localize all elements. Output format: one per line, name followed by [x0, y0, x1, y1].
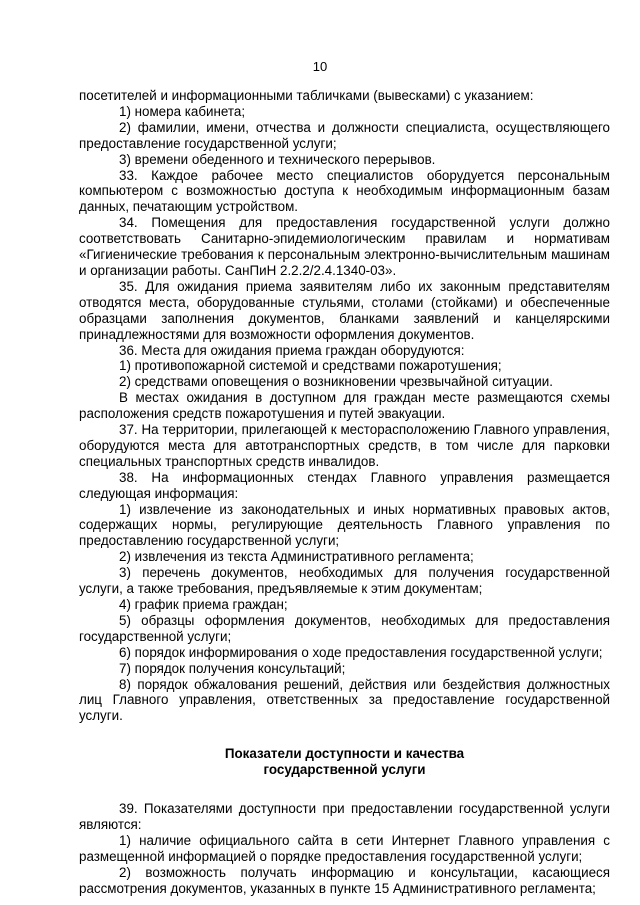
page-number: 10	[312, 59, 328, 74]
paragraph: 3) времени обеденного и технического перерывов.	[119, 151, 436, 167]
paragraphs-after-heading	[79, 801, 610, 896]
paragraph: 1) номера кабинета;	[119, 103, 246, 119]
section-heading-line-1: Показатели доступности и качества	[224, 746, 465, 762]
paragraph: 7) порядок получения консультаций;	[119, 660, 346, 676]
paragraph: 35. Для ожидания приема заявителям либо их законным представителям отводятся места, оборудованные стульями, столами (стойками) и обеспеченные образцами заполнения документов, бланками заявлений и канцелярскими принадлежностями для возможности оформления документов.	[79, 278, 610, 342]
document-body	[79, 88, 610, 897]
paragraph: 34. Помещения для предоставления государственной услуги должно соответствовать Санитарно-эпидемиологическим правилам и нормативам «Гигиенические требования к персональным электронно-вычислительным машинам и организации работы. СанПиН 2.2.2/2.4.1340-03».	[79, 215, 610, 278]
paragraph: 8) порядок обжалования решений, действия или бездействия должностных лиц Главного управления, ответственных за предоставление государственной услуги.	[79, 676, 610, 724]
paragraph: посетителей и информационными табличками (вывесками) с указанием:	[79, 88, 534, 103]
section-heading	[79, 746, 610, 778]
paragraph: В местах ожидания в доступном для граждан месте размещаются схемы расположения средств пожаротушения и путей эвакуации.	[79, 390, 610, 422]
paragraph: 2) извлечения из текста Административного регламента;	[119, 549, 474, 565]
section-heading-line-2: государственной услуги	[263, 762, 426, 778]
paragraph: 2) средствами оповещения о возникновении чрезвычайной ситуации.	[119, 374, 553, 390]
paragraph: 1) наличие официального сайта в сети Интернет Главного управления с размещенной информацией о порядке предоставления государственной услуги;	[79, 833, 610, 864]
paragraph: 38. На информационных стендах Главного управления размещается следующая информация:	[79, 469, 610, 501]
paragraph: 1) противопожарной системой и средствами пожаротушения;	[119, 358, 502, 374]
paragraph: 2) возможность получать информацию и консультации, касающиеся рассмотрения документов, указанных в пункте 15 Административного регламента;	[79, 864, 610, 896]
paragraph: 39. Показателями доступности при предоставлении государственной услуги являются:	[79, 801, 610, 833]
paragraph: 1) извлечение из законодательных и иных нормативных правовых актов, содержащих нормы, регулирующие деятельность Главного управления по предоставлению государственной услуги;	[79, 501, 610, 549]
paragraph: 4) график приема граждан;	[119, 597, 288, 612]
paragraph: 33. Каждое рабочее место специалистов оборудуется персональным компьютером с возможностью доступа к необходимым информационным базам данных, печатающим устройством.	[79, 167, 610, 215]
paragraph: 37. На территории, прилегающей к месторасположению Главного управления, оборудуются места для автотранспортных средств, в том числе для парковки специальных транспортных средств инвалидов.	[79, 422, 610, 469]
paragraph: 5) образцы оформления документов, необходимых для предоставления государственной услуги;	[79, 612, 610, 644]
paragraph: 3) перечень документов, необходимых для получения государственной услуги, а также требования, предъявляемые к этим документам;	[79, 565, 610, 597]
paragraph: 2) фамилии, имени, отчества и должности специалиста, осуществляющего предоставление государственной услуги;	[79, 119, 610, 151]
paragraphs-before-heading	[79, 88, 610, 724]
paragraph: 36. Места для ожидания приема граждан оборудуются:	[119, 342, 465, 358]
paragraph: 6) порядок информирования о ходе предоставления государственной услуги;	[119, 644, 603, 660]
